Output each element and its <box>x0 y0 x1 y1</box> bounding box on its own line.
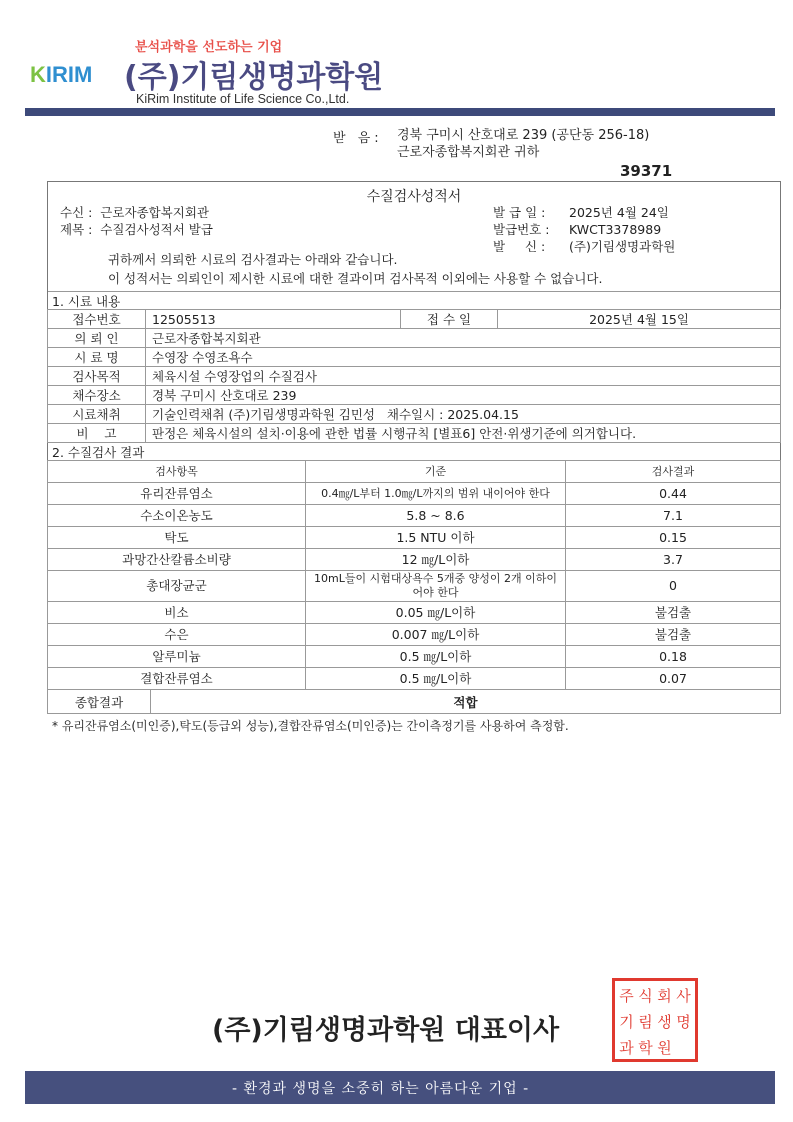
results-table <box>47 460 781 690</box>
footer-motto: - 환경과 생명을 소중히 하는 아름다운 기업 - <box>232 1081 530 1097</box>
cell-standard: 0.5 ㎎/L이하 <box>306 646 566 668</box>
seal-glyph: 식 <box>638 987 653 1005</box>
cell-item: 탁도 <box>48 527 306 549</box>
to-label: 수신 : <box>60 205 93 220</box>
table-row <box>48 602 781 624</box>
receipt-date-label: 접 수 일 <box>401 310 498 329</box>
table-row <box>48 405 781 424</box>
company-name: (주)기림생명과학원 <box>124 60 384 95</box>
seal-glyph: 기 <box>619 1013 634 1031</box>
cell-item: 알루미늄 <box>48 646 306 668</box>
table-row <box>48 483 781 505</box>
cell-result: 3.7 <box>566 549 781 571</box>
seal-glyph: 명 <box>676 1013 691 1031</box>
cell-result: 0.18 <box>566 646 781 668</box>
cell-item: 과망간산칼륨소비량 <box>48 549 306 571</box>
seal-glyph: 림 <box>638 1013 653 1031</box>
seal-glyph: 학 <box>638 1039 653 1057</box>
seal-glyph: 원 <box>657 1039 672 1057</box>
seal-glyph: 주 <box>619 987 634 1005</box>
cell-result: 0.07 <box>566 668 781 690</box>
seal-glyph: 과 <box>619 1039 634 1057</box>
table-row <box>48 549 781 571</box>
cell-result: 0.15 <box>566 527 781 549</box>
cell-standard: 0.05 ㎎/L이하 <box>306 602 566 624</box>
cell-result: 0.44 <box>566 483 781 505</box>
certificate <box>47 181 781 714</box>
footer-bar <box>25 1071 775 1104</box>
slogan: 분석과학을 선도하는 기업 <box>135 40 283 55</box>
sample-section-title: 1. 시료 내용 <box>52 294 121 309</box>
receipt-no: 12505513 <box>146 310 401 329</box>
row-label: 의 뢰 인 <box>48 329 146 348</box>
sample-table <box>47 309 781 443</box>
table-row <box>48 367 781 386</box>
cell-result: 7.1 <box>566 505 781 527</box>
table-row <box>48 386 781 405</box>
cell-item: 유리잔류염소 <box>48 483 306 505</box>
cell-standard: 12 ㎎/L이하 <box>306 549 566 571</box>
section-divider <box>48 291 780 292</box>
row-value: 판정은 체육시설의 설치·이용에 관한 법률 시행규칙 [별표6] 안전·위생기준에 의거합니다. <box>146 424 781 443</box>
recipient-address: 경북 구미시 산호대로 239 (공단동 256-18) <box>397 128 650 143</box>
document-number: 39371 <box>620 162 673 180</box>
subject-value: 수질검사성적서 발급 <box>100 222 213 237</box>
receipt-no-label: 접수번호 <box>48 310 146 329</box>
cell-standard: 0.007 ㎎/L이하 <box>306 624 566 646</box>
header-result: 검사결과 <box>566 461 781 483</box>
to-value: 근로자종합복지회관 <box>100 205 209 220</box>
cell-result: 0 <box>566 571 781 602</box>
header-item: 검사항목 <box>48 461 306 483</box>
cell-item: 수은 <box>48 624 306 646</box>
results-section-title: 2. 수질검사 결과 <box>52 445 145 460</box>
row-label: 비 고 <box>48 424 146 443</box>
table-row <box>48 310 781 329</box>
subject-label: 제목 : <box>60 222 93 237</box>
table-row <box>48 424 781 443</box>
cell-result: 불검출 <box>566 624 781 646</box>
table-row <box>48 527 781 549</box>
table-row <box>48 348 781 367</box>
cell-item: 수소이온농도 <box>48 505 306 527</box>
receipt-date: 2025년 4월 15일 <box>498 310 781 329</box>
row-label: 시 료 명 <box>48 348 146 367</box>
row-value: 기술인력채취 (주)기림생명과학원 김민성 채수일시 : 2025.04.15 <box>146 405 781 424</box>
row-value: 수영장 수영조욕수 <box>146 348 781 367</box>
overall-label: 종합결과 <box>48 690 151 714</box>
seal-glyph: 사 <box>676 987 691 1005</box>
recipient-name: 근로자종합복지회관 귀하 <box>397 145 540 160</box>
table-row <box>48 329 781 348</box>
header-divider <box>25 108 775 116</box>
recipient <box>397 127 649 161</box>
row-label: 시료채취 <box>48 405 146 424</box>
row-label: 채수장소 <box>48 386 146 405</box>
notice <box>108 250 602 288</box>
cell-item: 총대장균군 <box>48 571 306 602</box>
sender-label: 발 신 : <box>493 239 546 254</box>
row-value: 경북 구미시 산호대로 239 <box>146 386 781 405</box>
issue-no: KWCT3378989 <box>569 222 662 237</box>
cell-standard: 1.5 NTU 이하 <box>306 527 566 549</box>
table-row <box>48 668 781 690</box>
cell-standard: 0.4㎎/L부터 1.0㎎/L까지의 범위 내이어야 한다 <box>306 483 566 505</box>
overall-row <box>48 690 781 714</box>
certificate-title: 수질검사성적서 <box>366 189 462 205</box>
row-value: 체육시설 수영장업의 수질검사 <box>146 367 781 386</box>
cell-item: 비소 <box>48 602 306 624</box>
footnote: * 유리잔류염소(미인증),탁도(등급외 성능),결합잔류염소(미인증)는 간이측정기를 사용하여 측정함. <box>52 719 569 733</box>
cell-standard: 5.8 ~ 8.6 <box>306 505 566 527</box>
issue-block <box>493 204 675 255</box>
sender: (주)기림생명과학원 <box>569 239 676 254</box>
table-header <box>48 461 781 483</box>
issue-date-label: 발 급 일 : <box>493 205 546 220</box>
recipient-label: 받 음: <box>333 131 383 146</box>
issue-no-label: 발급번호 : <box>493 222 550 237</box>
table-row <box>48 505 781 527</box>
notice-line-2: 이 성적서는 의뢰인이 제시한 시료에 대한 결과이며 검사목적 이외에는 사용할 수 없습니다. <box>108 271 603 286</box>
cell-standard: 10mL들이 시험대상욕수 5개중 양성이 2개 이하이어야 한다 <box>306 571 566 602</box>
header-standard: 기준 <box>306 461 566 483</box>
row-value: 근로자종합복지회관 <box>146 329 781 348</box>
certificate-wrapper <box>47 181 781 734</box>
cell-item: 결합잔류염소 <box>48 668 306 690</box>
row-label: 검사목적 <box>48 367 146 386</box>
company-seal <box>612 978 698 1062</box>
company-english-name: KiRim Institute of Life Science Co.,Ltd. <box>136 92 350 106</box>
kirim-logo: KIRIM <box>30 62 93 87</box>
cell-standard: 0.5 ㎎/L이하 <box>306 668 566 690</box>
issue-date: 2025년 4월 24일 <box>569 205 669 220</box>
table-row <box>48 624 781 646</box>
table-row <box>48 646 781 668</box>
seal-glyph: 회 <box>657 987 672 1005</box>
to-block <box>60 204 213 238</box>
signature: (주)기림생명과학원 대표이사 <box>212 1015 560 1046</box>
seal-glyph: 생 <box>657 1013 672 1031</box>
notice-line-1: 귀하께서 의뢰한 시료의 검사결과는 아래와 같습니다. <box>108 252 398 267</box>
table-row <box>48 571 781 602</box>
overall-table <box>47 689 781 714</box>
cell-result: 불검출 <box>566 602 781 624</box>
overall-result: 적합 <box>151 690 781 714</box>
